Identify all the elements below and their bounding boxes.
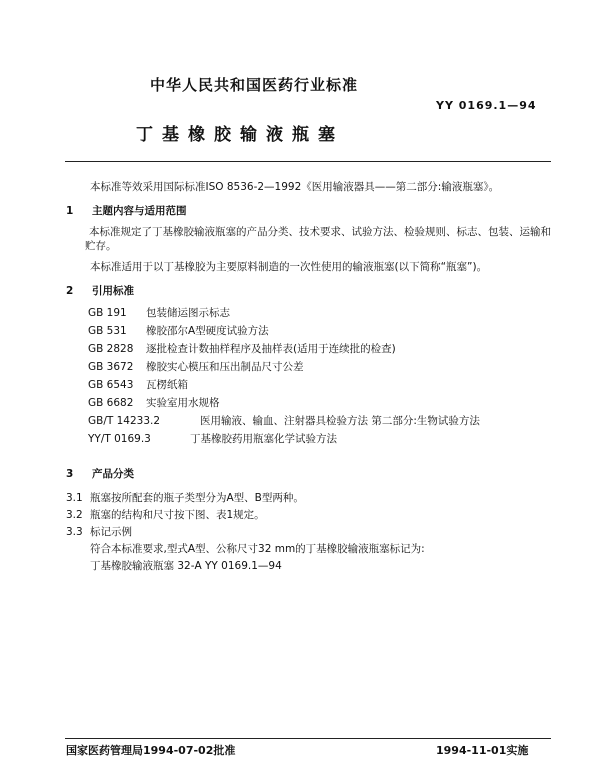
reference-item [88,395,220,410]
issuing-organization: 中华人民共和国医药行业标准 [150,76,359,94]
clause-number: 3.3 [66,526,83,538]
section-1-paragraph-1: 本标准规定了丁基橡胶输液瓶塞的产品分类、技术要求、试验方法、检验规则、标志、包装、运输和贮存。 [85,226,551,252]
reference-name: 逐批检查计数抽样程序及抽样表(适用于连续批的检查) [146,343,396,355]
reference-item [88,431,337,446]
clause-text: 瓶塞的结构和尺寸按下图、表1规定。 [90,509,265,521]
reference-item [88,359,304,374]
reference-name: 包装储运图示标志 [146,307,230,319]
reference-name: 医用输液、输血、注射器具检验方法 第二部分:生物试验方法 [200,415,480,427]
marking-example: 丁基橡胶输液瓶塞 32-A YY 0169.1—94 [90,560,282,572]
reference-code: GB 191 [88,307,127,319]
reference-name: 橡胶实心模压和压出制品尺寸公差 [146,361,304,373]
clause-text: 瓶塞按所配套的瓶子类型分为A型、B型两种。 [90,492,304,504]
header-divider [65,161,551,162]
reference-name: 丁基橡胶药用瓶塞化学试验方法 [190,433,337,445]
clause-item [66,490,304,505]
section-number: 2 [66,285,74,297]
reference-item [88,377,188,392]
reference-code: GB 2828 [88,343,134,355]
intro-paragraph: 本标准等效采用国际标准ISO 8536-2—1992《医用输液器具——第二部分:输液瓶塞》。 [90,181,500,193]
section-number: 1 [66,205,74,217]
reference-name: 实验室用水规格 [146,397,220,409]
section-title: 引用标准 [92,285,134,297]
reference-item [88,323,269,338]
section-1-heading [66,203,187,218]
reference-code: GB 6543 [88,379,134,391]
section-2-heading [66,283,134,298]
reference-code: GB 6682 [88,397,134,409]
effective-date: 1994-11-01实施 [436,744,529,757]
marking-example-intro: 符合本标准要求,型式A型、公称尺寸32 mm的丁基橡胶输液瓶塞标记为: [90,543,425,555]
section-number: 3 [66,468,74,480]
clause-item [66,524,132,539]
document-title: 丁基橡胶输液瓶塞 [136,125,344,145]
clause-number: 3.2 [66,509,83,521]
clause-text: 标记示例 [90,526,132,538]
reference-name: 橡胶邵尔A型硬度试验方法 [146,325,269,337]
section-3-heading [66,466,134,481]
section-title: 产品分类 [92,468,134,480]
standard-number: YY 0169.1—94 [436,99,537,112]
clause-item [66,507,265,522]
footer-divider [65,738,551,739]
reference-code: GB/T 14233.2 [88,415,161,427]
reference-code: YY/T 0169.3 [88,433,151,445]
clause-number: 3.1 [66,492,83,504]
reference-item [88,305,230,320]
reference-name: 瓦楞纸箱 [146,379,188,391]
section-title: 主题内容与适用范围 [92,205,187,217]
reference-code: GB 531 [88,325,127,337]
reference-code: GB 3672 [88,361,134,373]
reference-item [88,413,480,428]
approval-statement: 国家医药管理局1994-07-02批准 [66,744,236,757]
reference-item [88,341,396,356]
section-1-paragraph-2: 本标准适用于以丁基橡胶为主要原料制造的一次性使用的输液瓶塞(以下简称“瓶塞”)。 [90,261,488,273]
